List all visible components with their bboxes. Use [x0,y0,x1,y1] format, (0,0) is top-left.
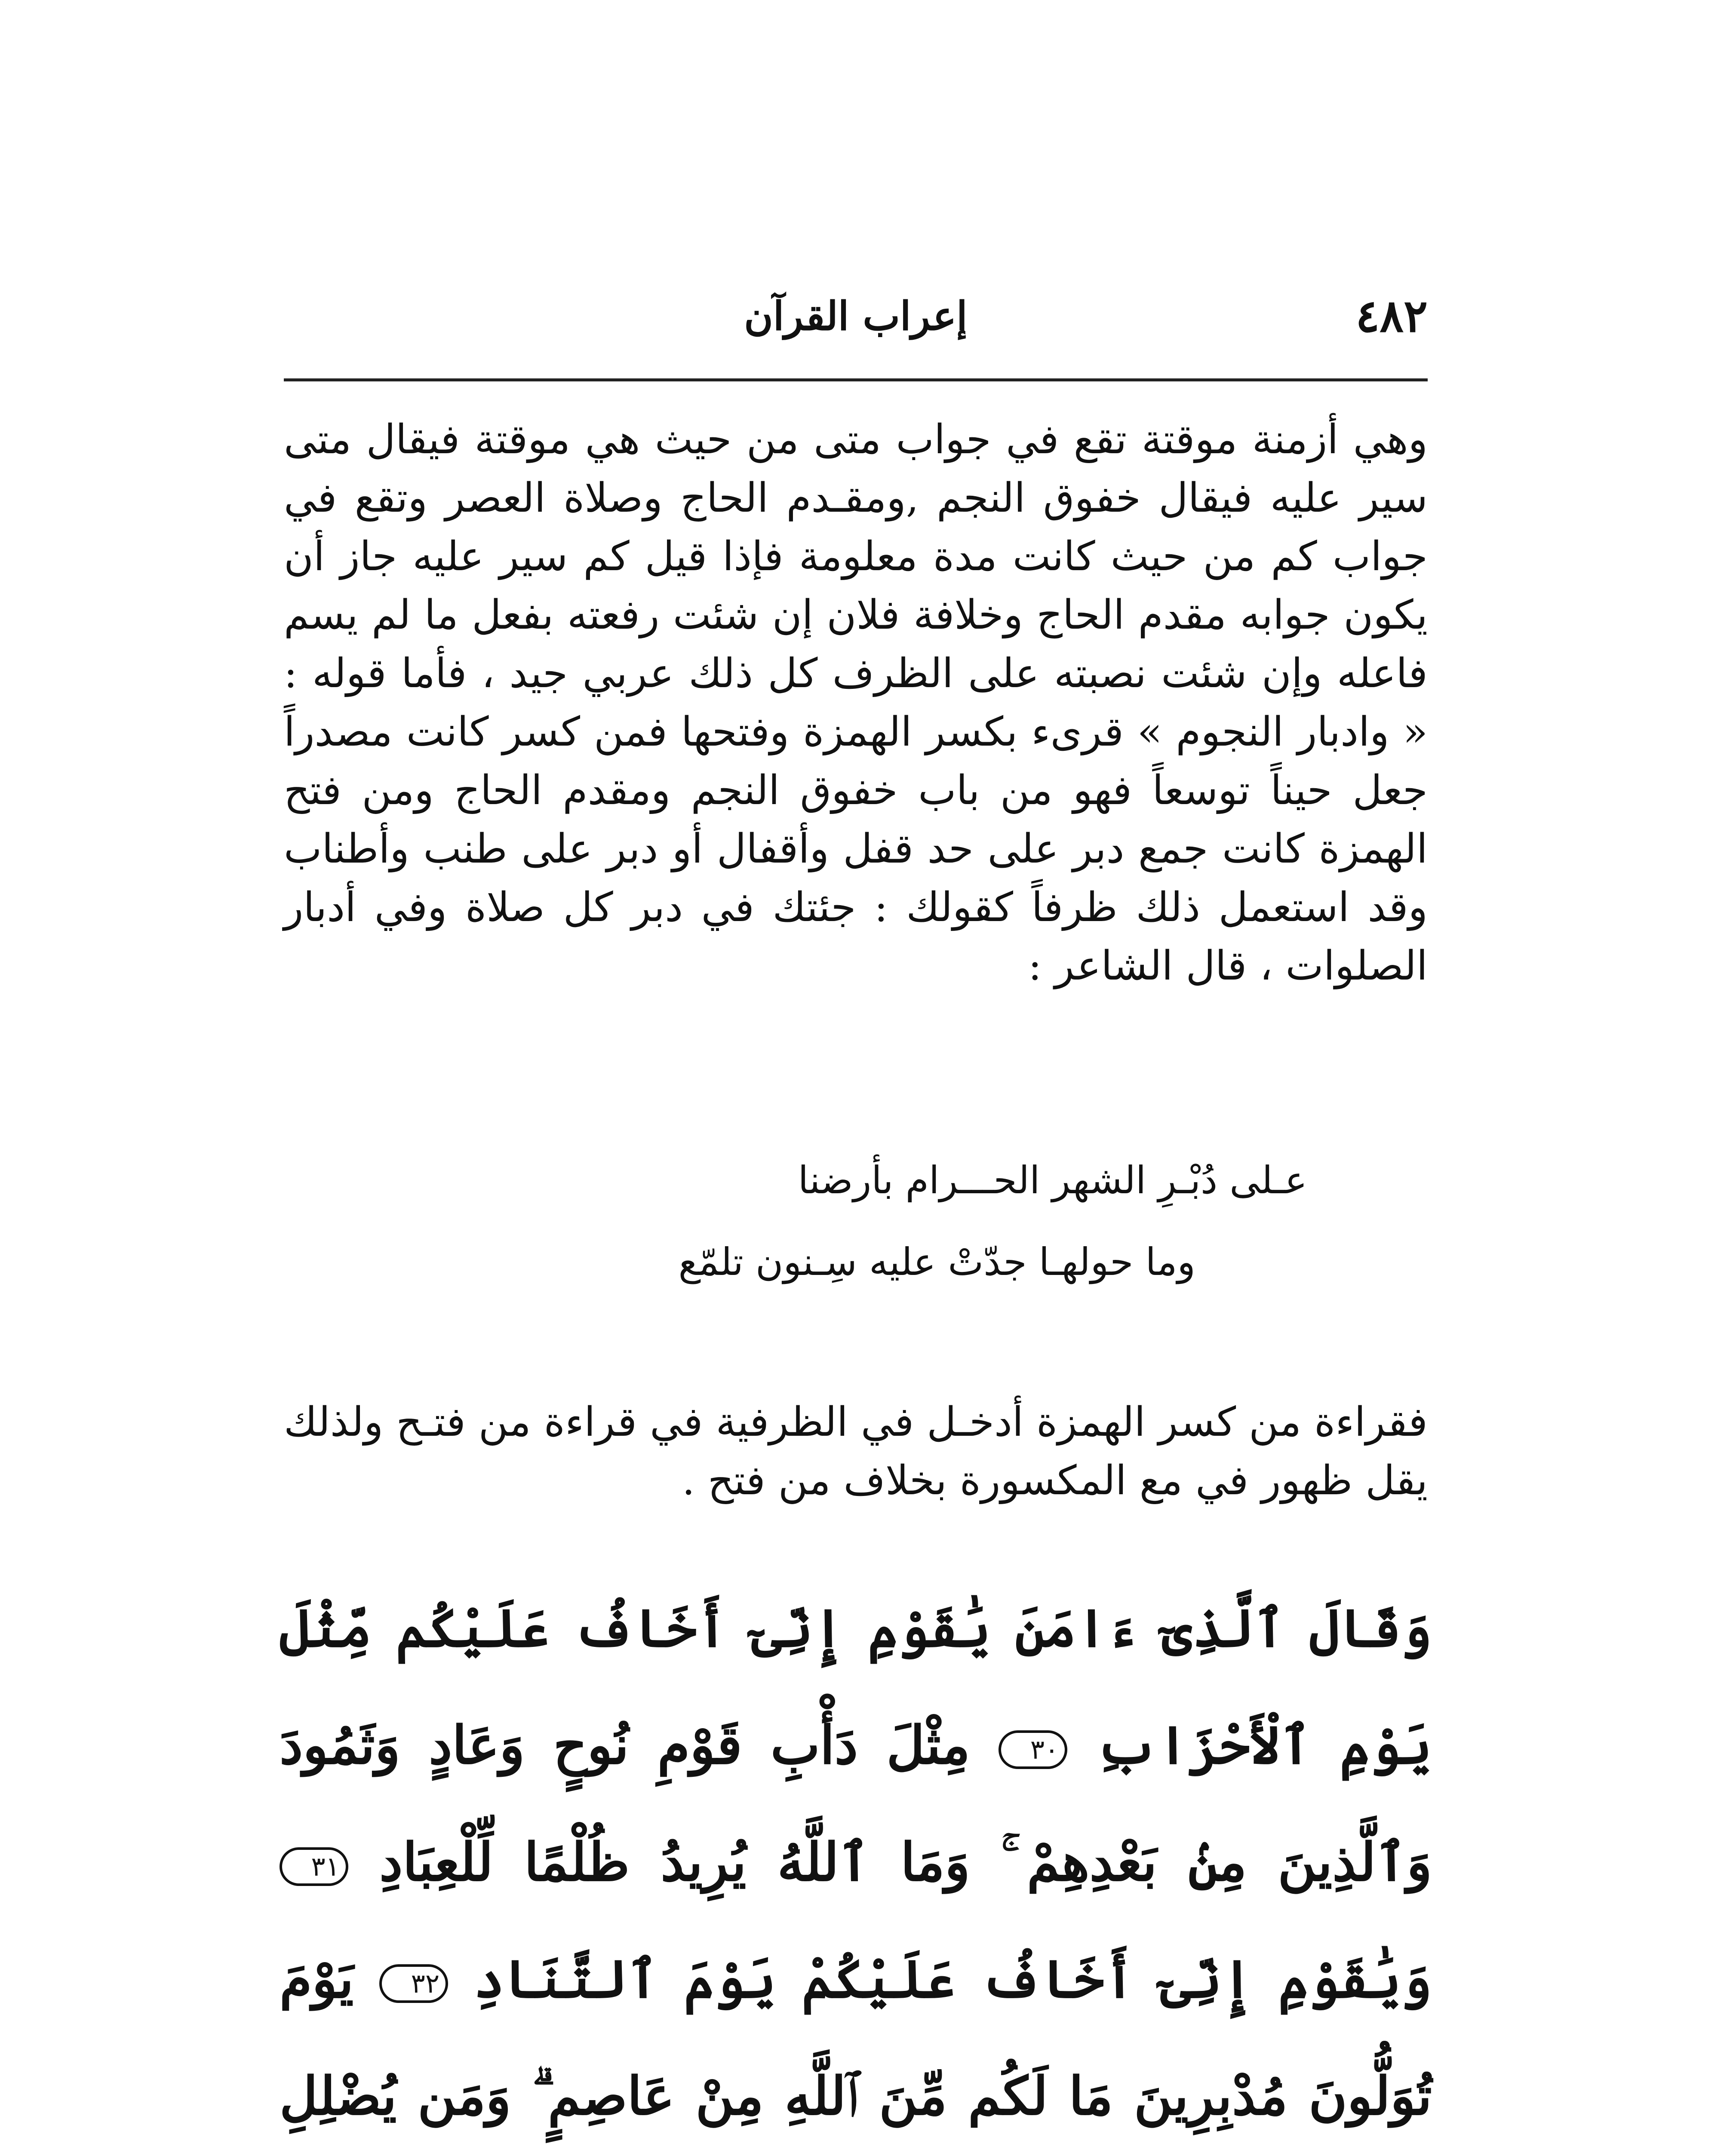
page-header [284,284,1428,357]
ayah-text: يَوْمَ تُوَلُّونَ مُدْبِرِينَ مَا لَكُم مِّنَ ٱللَّهِ مِنْ عَاصِمٍ ۗ وَمَن يُضْلِلِ [280,1948,1432,2127]
ayah-number-marker: ٣١ [280,1847,348,1886]
conclusion-paragraph: فقراءة من كسر الهمزة أدخـل في الظرفية في قراءة من فتـح ولذلك يقل ظهور في مع المكسورة بخلاف من فتح . [284,1399,1428,1504]
ayah-number-marker: ٣٠ [999,1730,1067,1769]
ayah-number-marker: ٣٢ [379,1964,448,2003]
ayah-text: وَقَالَ ٱلَّذِىٓ ءَامَنَ يَٰقَوْمِ إِنِّىٓ أَخَافُ عَلَيْكُم مِّثْلَ يَوْمِ ٱلْأَحْزَابِ [280,1597,1432,1776]
commentary-text [284,411,1428,995]
quran-paragraph [280,1570,1432,2150]
verse-line-2: وما حولهـا جدّتْ عليه سِـنون تلمّع [678,1240,1195,1284]
commentary-conclusion [284,1393,1428,1510]
header-rule [284,378,1428,381]
page-number: ٤٨٢ [1355,289,1428,342]
commentary-paragraph: وهي أزمنة موقتة تقع في جواب متى من حيث هي موقتة فيقال متى سير عليه فيقال خفوق النجم ,ومقـدم الحاج وصلاة العصر وتقع في جواب كم من حيث كانت مدة معلومة فإذا قيل كم سير عليه جاز أن يكون جوابه مقدم الحاج وخلافة فلان إن شئت رفعته بفعل ما لم يسم فاعله وإن شئت نصبته على الظرف كل ذلك عربي جيد ، فأما قوله : « وادبار النجوم » قرىء بكسر الهمزة وفتحها فمن كسر كانت مصدراً جعل حيناً توسعاً فهو من باب خفوق النجم ومقدم الحاج ومن فتح الهمزة كانت جمع دبر على حد قفل وأقفال أو دبر على طنب وأطناب وقد استعمل ذلك ظرفاً كقولك : جئتك في دبر كل صلاة وفي أدبار الصلوات ، قال الشاعر : [284,416,1428,989]
running-title: إعراب القرآن [744,293,968,339]
ayah-text: وَيَٰقَوْمِ إِنِّىٓ أَخَافُ عَلَيْكُمْ يَوْمَ ٱلتَّنَادِ [473,1948,1432,2010]
verse-line-1: عـلى دُبْـرِ الشهر الحـــرام بأرضنا [798,1158,1307,1202]
quran-text [280,1570,1432,2150]
ayah-text: مِثْلَ دَأْبِ قَوْمِ نُوحٍ وَعَادٍ وَثَمُودَ وَٱلَّذِينَ مِنۢ بَعْدِهِمْ ۚ وَمَا ٱللَّهُ يُرِيدُ ظُلْمًا لِّلْعِبَادِ [280,1714,1432,1893]
poetry-verse [387,1140,1307,1303]
